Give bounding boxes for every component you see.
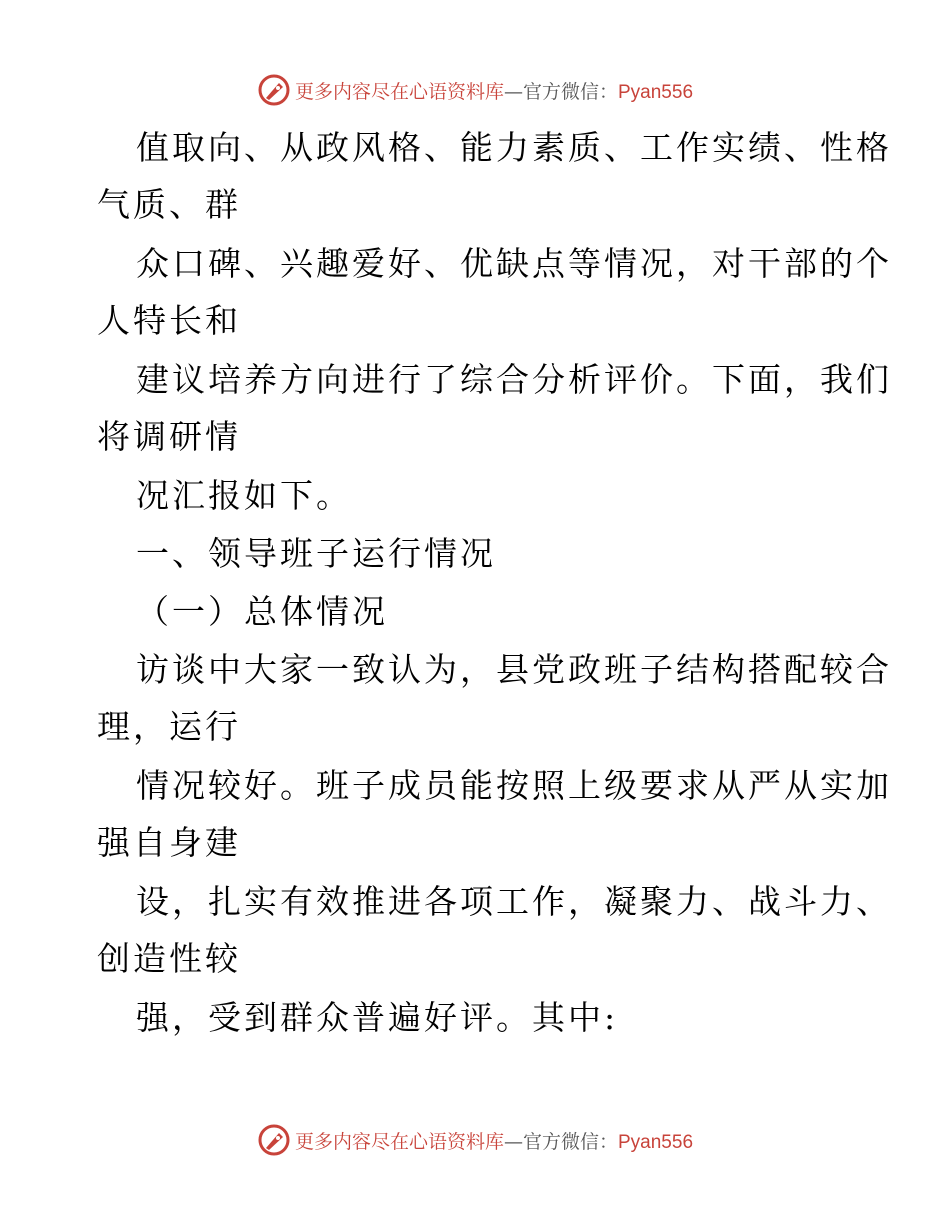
paragraph-line: 强自身建 [97, 823, 241, 862]
paragraph-line: 将调研情 [97, 417, 241, 456]
watermark-text: 更多内容尽在心语资料库—官方微信：Pyan556 [294, 1130, 694, 1153]
paragraph-line: 访谈中大家一致认为，县党政班子结构搭配较合 [136, 650, 892, 689]
paragraph-line: 强，受到群众普遍好评。其中: [136, 998, 619, 1037]
paragraph-line: 众口碑、兴趣爱好、优缺点等情况，对干部的个 [136, 244, 892, 283]
section-heading: 一、领导班子运行情况 [136, 534, 496, 573]
paragraph-line: 气质、群 [97, 185, 241, 224]
paragraph-line: 值取向、从政风格、能力素质、工作实绩、性格 [136, 128, 892, 167]
paragraph-line: 况汇报如下。 [136, 476, 352, 515]
watermark-text: 更多内容尽在心语资料库—官方微信：Pyan556 [294, 80, 694, 103]
subsection-heading: （一）总体情况 [136, 592, 388, 631]
footer-watermark [0, 1120, 950, 1160]
paragraph-line: 人特长和 [97, 301, 241, 340]
paragraph-line: 创造性较 [97, 939, 241, 978]
paragraph-line: 理，运行 [97, 707, 241, 746]
paragraph-line: 建议培养方向进行了综合分析评价。下面，我们 [136, 360, 892, 399]
paragraph-line: 情况较好。班子成员能按照上级要求从严从实加 [136, 766, 892, 805]
header-watermark [0, 70, 950, 110]
pen-nib-seal-icon [257, 1123, 291, 1157]
pen-nib-seal-icon [257, 73, 291, 107]
paragraph-line: 设，扎实有效推进各项工作，凝聚力、战斗力、 [136, 882, 892, 921]
